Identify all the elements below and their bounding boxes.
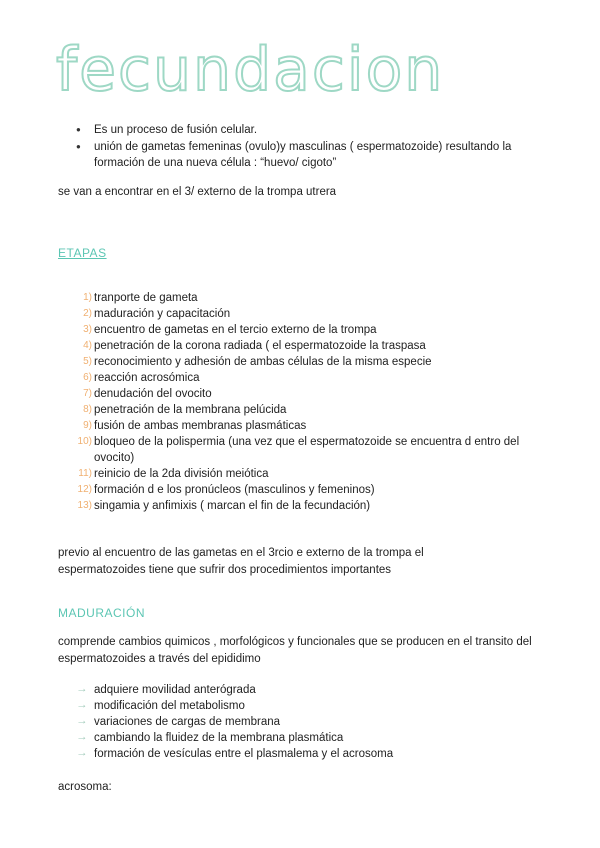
intro-bullet-list	[78, 122, 558, 171]
maduracion-text: cambiando la fluidez de la membrana plasmática	[94, 732, 344, 744]
maduracion-text: formación de vesículas entre el plasmalema y el acrosoma	[94, 748, 394, 760]
maduracion-text: variaciones de cargas de membrana	[94, 716, 281, 728]
etapa-item	[74, 338, 544, 354]
etapa-text: bloqueo de la polispermia (una vez que el espermatozoide se encuentra d entro del ovocito)	[94, 436, 520, 464]
etapa-item	[74, 434, 544, 466]
etapa-text: reacción acrosómica	[94, 372, 200, 384]
etapa-number: 6)	[83, 372, 92, 383]
etapa-number: 7)	[83, 388, 92, 399]
etapa-number: 5)	[83, 356, 92, 367]
etapa-item	[74, 290, 544, 306]
etapa-number: 2)	[83, 308, 92, 319]
arrow-icon: →	[76, 731, 88, 743]
etapa-item	[74, 354, 544, 370]
arrow-icon: →	[76, 747, 88, 759]
etapa-text: reinicio de la 2da división meiótica	[94, 468, 269, 480]
etapa-number: 4)	[83, 340, 92, 351]
etapa-text: denudación del ovocito	[94, 388, 212, 400]
location-text: se van a encontrar en el 3/ externo de la trompa utrera	[58, 186, 337, 198]
maduracion-item	[74, 714, 544, 730]
previo-text: previo al encuentro de las gametas en el 3rcio e externo de la trompa el espermatozoides tiene que sufrir dos procedimientos importantes	[58, 547, 424, 576]
etapa-text: penetración de la corona radiada ( el espermatozoide la traspasa	[94, 340, 426, 352]
etapa-item	[74, 466, 544, 482]
etapa-item	[74, 322, 544, 338]
etapa-item	[74, 498, 544, 514]
maduracion-text: modificación del metabolismo	[94, 700, 245, 712]
acrosoma-label: acrosoma:	[58, 781, 112, 793]
etapa-number: 3)	[83, 324, 92, 335]
maduracion-heading: MADURACIÓN	[58, 606, 146, 620]
etapa-item	[74, 402, 544, 418]
etapa-number: 12)	[77, 484, 92, 495]
maduracion-list	[74, 682, 544, 762]
etapa-text: encuentro de gametas en el tercio externo de la trompa	[94, 324, 377, 336]
etapas-heading: ETAPAS	[58, 246, 107, 260]
intro-bullet: ● unión de gametas femeninas (ovulo)y masculinas ( espermatozoide) resultando la formación de una nueva célula : “huevo/ cigoto”	[78, 139, 558, 171]
etapa-text: tranporte de gameta	[94, 292, 198, 304]
etapa-item	[74, 370, 544, 386]
etapa-item	[74, 386, 544, 402]
arrow-icon: →	[76, 683, 88, 695]
etapa-item	[74, 418, 544, 434]
etapa-number: 9)	[83, 420, 92, 431]
page-title: fecundacion	[56, 35, 445, 105]
etapa-text: singamia y anfimixis ( marcan el fin de la fecundación)	[94, 500, 371, 512]
etapa-text: maduración y capacitación	[94, 308, 231, 320]
etapa-number: 8)	[83, 404, 92, 415]
etapa-number: 11)	[78, 468, 92, 479]
etapa-number: 13)	[77, 500, 92, 511]
etapas-list	[74, 290, 544, 514]
maduracion-item	[74, 746, 544, 762]
maduracion-item	[74, 682, 544, 698]
intro-bullet: ● Es un proceso de fusión celular.	[78, 122, 558, 138]
etapa-number: 1)	[83, 292, 92, 303]
etapa-item	[74, 482, 544, 498]
arrow-icon: →	[76, 699, 88, 711]
etapa-text: fusión de ambas membranas plasmáticas	[94, 420, 307, 432]
maduracion-item	[74, 730, 544, 746]
etapa-text: reconocimiento y adhesión de ambas células de la misma especie	[94, 356, 432, 368]
maduracion-item	[74, 698, 544, 714]
etapa-text: penetración de la membrana pelúcida	[94, 404, 287, 416]
maduracion-description: comprende cambios quimicos , morfológicos y funcionales que se producen en el transito del espermatozoides a través del epididimo	[58, 636, 532, 665]
arrow-icon: →	[76, 715, 88, 727]
maduracion-text: adquiere movilidad anterógrada	[94, 684, 256, 696]
etapa-number: 10)	[77, 436, 92, 447]
etapa-text: formación d e los pronúcleos (masculinos y femeninos)	[94, 484, 375, 496]
etapa-item	[74, 306, 544, 322]
